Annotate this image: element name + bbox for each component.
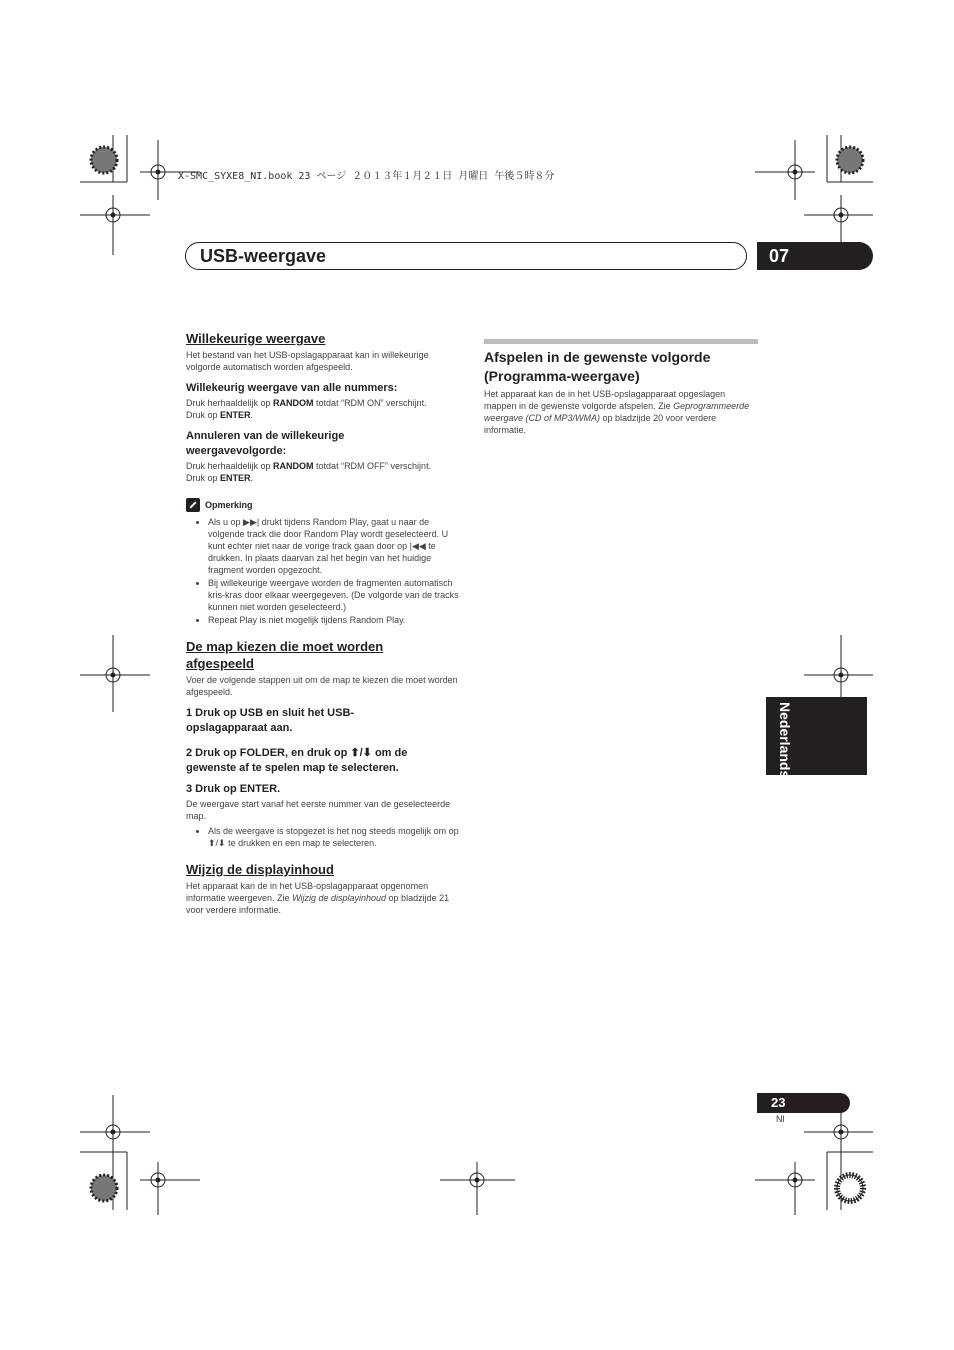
- program-text: Het apparaat kan de in het USB-opslagapparaat opgeslagen mappen in de gewenste volgorde afspelen. Zie Geprogrammeerde weergave (CD of MP3/WMA) op bladzijde 20 voor verdere informatie.: [484, 389, 750, 435]
- folder-step-2: 2 Druk op FOLDER, en druk op ⬆/⬇ om de gewenste af te spelen map te selecteren.: [186, 747, 408, 774]
- random-intro: Het bestand van het USB-opslagapparaat kan in willekeurige volgorde automatisch worden afgespeeld.: [186, 350, 429, 372]
- note-item: • Als u op ▶▶| drukt tijdens Random Play, gaat u naar de volgende track die door Random Play wordt geselecteerd. U kunt echter niet naar de vorige track gaan door op |◀◀ te drukken. In plaats daarvan zal het begin van het huidige fragment worden opgezocht.: [208, 516, 461, 576]
- section-rule: [484, 339, 758, 344]
- chapter-number: 07: [757, 242, 873, 270]
- right-column: [484, 348, 760, 436]
- random-cancel-line1: Druk herhaaldelijk op RANDOM totdat “RDM OFF” verschijnt.: [186, 461, 432, 471]
- folder-bullet: • Als de weergave is stopgezet is het nog steeds mogelijk om op ⬆/⬇ te drukken en een map te selecteren.: [208, 825, 461, 849]
- chapter-title: USB-weergave: [200, 246, 327, 266]
- random-all-heading: Willekeurig weergave van alle nummers:: [186, 382, 398, 394]
- section-title-display: Wijzig de displayinhoud: [186, 862, 334, 877]
- note-item: • Repeat Play is niet mogelijk tijdens Random Play.: [208, 614, 461, 626]
- folder-after-text: De weergave start vanaf het eerste nummer van de geselecteerde map.: [186, 799, 451, 821]
- note-heading: Opmerking: [186, 498, 461, 512]
- random-cancel-heading: Annuleren van de willekeurige weergavevolgorde:: [186, 430, 345, 457]
- section-title-random: Willekeurige weergave: [186, 331, 326, 346]
- section-title-program: Afspelen in de gewenste volgorde (Programma-weergave): [484, 349, 711, 384]
- random-cancel-line2: Druk op ENTER.: [186, 473, 254, 483]
- folder-intro: Voer de volgende stappen uit om de map te kiezen die moet worden afgespeeld.: [186, 675, 458, 697]
- page-number: 23: [757, 1093, 850, 1113]
- left-column: [186, 330, 461, 916]
- note-pencil-icon: [186, 498, 200, 512]
- random-all-line2: Druk op ENTER.: [186, 410, 254, 420]
- random-all-line1: Druk herhaaldelijk op RANDOM totdat “RDM ON” verschijnt.: [186, 398, 427, 408]
- page-language-code: Nl: [776, 1114, 785, 1124]
- folder-step-3: 3 Druk op ENTER.: [186, 783, 281, 795]
- note-item: • Bij willekeurige weergave worden de fragmenten automatisch kris-kras door elkaar weergegeven. (De volgorde van de tracks kunnen niet worden geselecteerd.): [208, 577, 461, 613]
- section-title-folder: De map kiezen die moet worden afgespeeld: [186, 639, 384, 671]
- file-header: X-SMC_SYXE8_NI.book 23 ページ ２０１３年１月２１日 月曜日 午後５時８分: [178, 171, 555, 182]
- folder-step-1: 1 Druk op USB en sluit het USB-opslagapparaat aan.: [186, 707, 355, 734]
- note-list: [186, 516, 461, 626]
- display-text: Het apparaat kan de in het USB-opslagapparaat opgenomen informatie weergeven. Zie Wijzig de displayinhoud op bladzijde 21 voor verdere informatie.: [186, 881, 450, 915]
- folder-bullets: [186, 825, 461, 849]
